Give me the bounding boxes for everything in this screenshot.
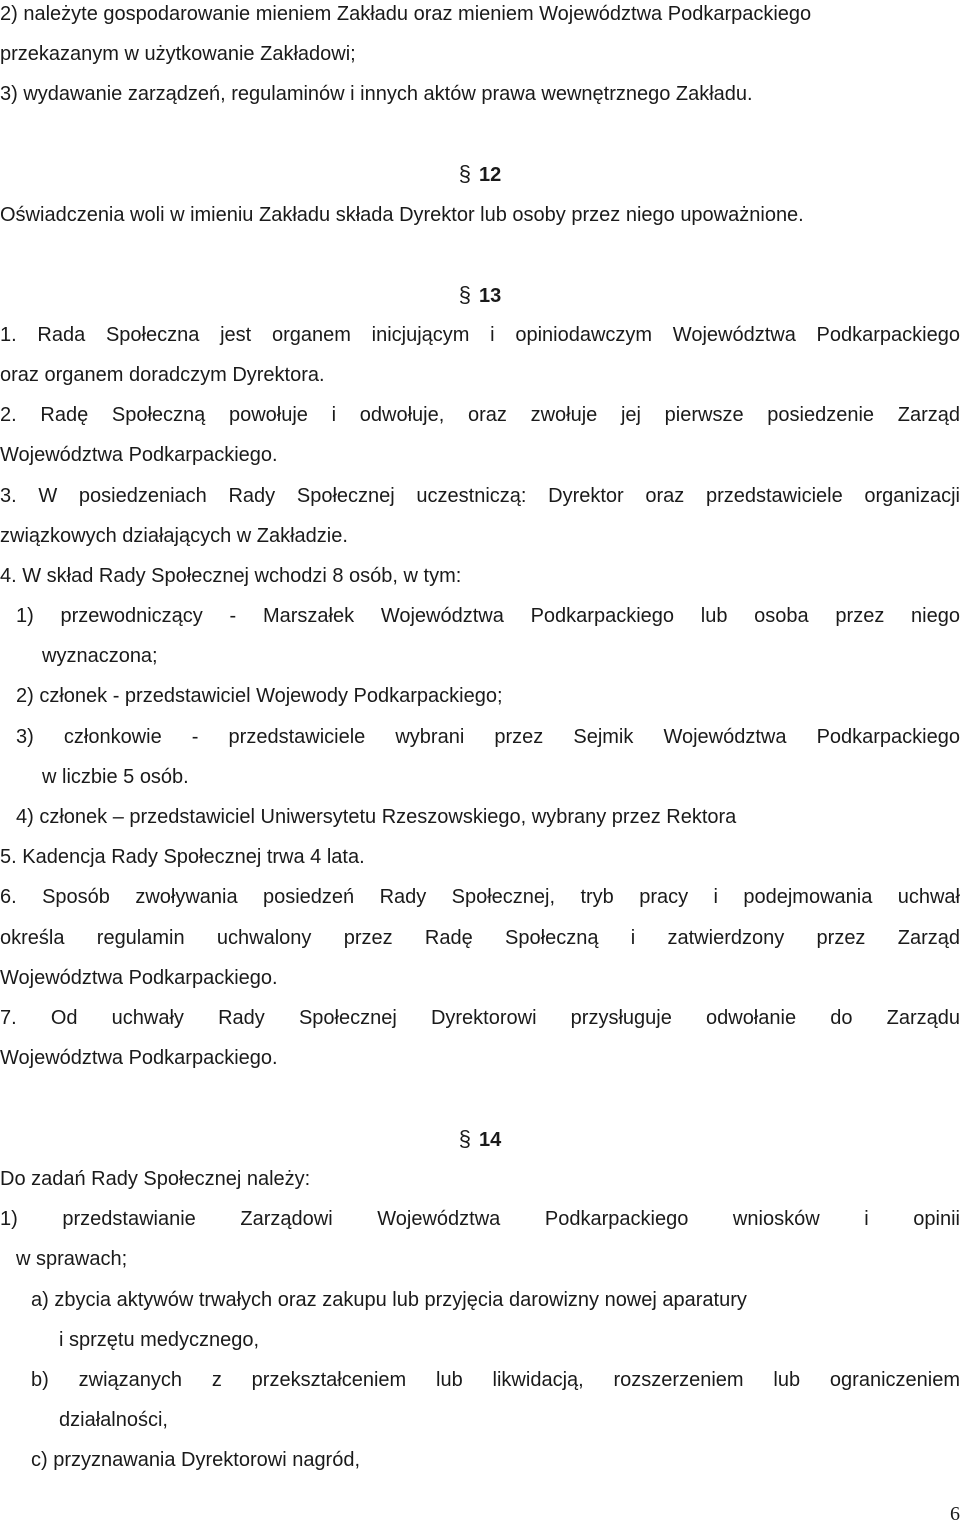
paragraph-line: 6. Sposób zwoływania posiedzeń Rady Społecznej, tryb pracy i podejmowania uchwał (0, 886, 960, 908)
sub-list-item: c) przyznawania Dyrektorowi nagród, (31, 1449, 361, 1471)
paragraph-line: Województwa Podkarpackiego. (0, 967, 278, 989)
paragraph-line: Do zadań Rady Społecznej należy: (0, 1168, 311, 1190)
paragraph-line: 4. W skład Rady Społecznej wchodzi 8 osób, w tym: (0, 565, 462, 587)
section-sign-icon: § (458, 282, 471, 307)
section-heading-13 (0, 283, 960, 308)
section-number: 12 (479, 164, 502, 186)
paragraph-line: przekazanym w użytkowanie Zakładowi; (0, 43, 356, 65)
section-heading-12 (0, 162, 960, 187)
paragraph-line: Województwa Podkarpackiego. (0, 444, 278, 466)
section-sign-icon: § (458, 1126, 471, 1151)
paragraph-line: Oświadczenia woli w imieniu Zakładu składa Dyrektor lub osoby przez niego upoważnione. (0, 204, 804, 226)
page-number: 6 (950, 1503, 960, 1525)
section-heading-14 (0, 1127, 960, 1152)
sub-list-item-continuation: działalności, (59, 1409, 168, 1431)
list-item: 2) członek - przedstawiciel Wojewody Podkarpackiego; (16, 685, 503, 707)
paragraph-line: 2. Radę Społeczną powołuje i odwołuje, oraz zwołuje jej pierwsze posiedzenie Zarząd (0, 404, 960, 426)
paragraph-line: 3. W posiedzeniach Rady Społecznej uczestniczą: Dyrektor oraz przedstawiciele organizacji (0, 485, 960, 507)
paragraph-line: związkowych działających w Zakładzie. (0, 525, 348, 547)
paragraph-line: 5. Kadencja Rady Społecznej trwa 4 lata. (0, 846, 365, 868)
list-item: 1) przedstawianie Zarządowi Województwa Podkarpackiego wniosków i opinii (0, 1208, 960, 1230)
section-number: 14 (479, 1129, 502, 1151)
list-item-continuation: w liczbie 5 osób. (42, 766, 189, 788)
list-item-continuation: wyznaczona; (42, 645, 158, 667)
sub-list-item: b) związanych z przekształceniem lub likwidacją, rozszerzeniem lub ograniczeniem (31, 1369, 960, 1391)
paragraph-line: 7. Od uchwały Rady Społecznej Dyrektorowi przysługuje odwołanie do Zarządu (0, 1007, 960, 1029)
sub-list-item-continuation: i sprzętu medycznego, (59, 1329, 260, 1351)
list-item-continuation: w sprawach; (16, 1248, 128, 1270)
paragraph-line: 2) należyte gospodarowanie mieniem Zakładu oraz mieniem Województwa Podkarpackiego (0, 3, 812, 25)
list-item: 1) przewodniczący - Marszałek Województwa Podkarpackiego lub osoba przez niego (16, 605, 960, 627)
paragraph-line: określa regulamin uchwalony przez Radę Społeczną i zatwierdzony przez Zarząd (0, 927, 960, 949)
section-sign-icon: § (458, 161, 471, 186)
paragraph-line: Województwa Podkarpackiego. (0, 1047, 278, 1069)
paragraph-line: oraz organem doradczym Dyrektora. (0, 364, 325, 386)
paragraph-line: 1. Rada Społeczna jest organem inicjującym i opiniodawczym Województwa Podkarpackiego (0, 324, 960, 346)
sub-list-item: a) zbycia aktywów trwałych oraz zakupu lub przyjęcia darowizny nowej aparatury (31, 1289, 747, 1311)
list-item: 4) członek – przedstawiciel Uniwersytetu Rzeszowskiego, wybrany przez Rektora (16, 806, 737, 828)
paragraph-line: 3) wydawanie zarządzeń, regulaminów i innych aktów prawa wewnętrznego Zakładu. (0, 83, 753, 105)
section-number: 13 (479, 285, 502, 307)
list-item: 3) członkowie - przedstawiciele wybrani przez Sejmik Województwa Podkarpackiego (16, 726, 960, 748)
